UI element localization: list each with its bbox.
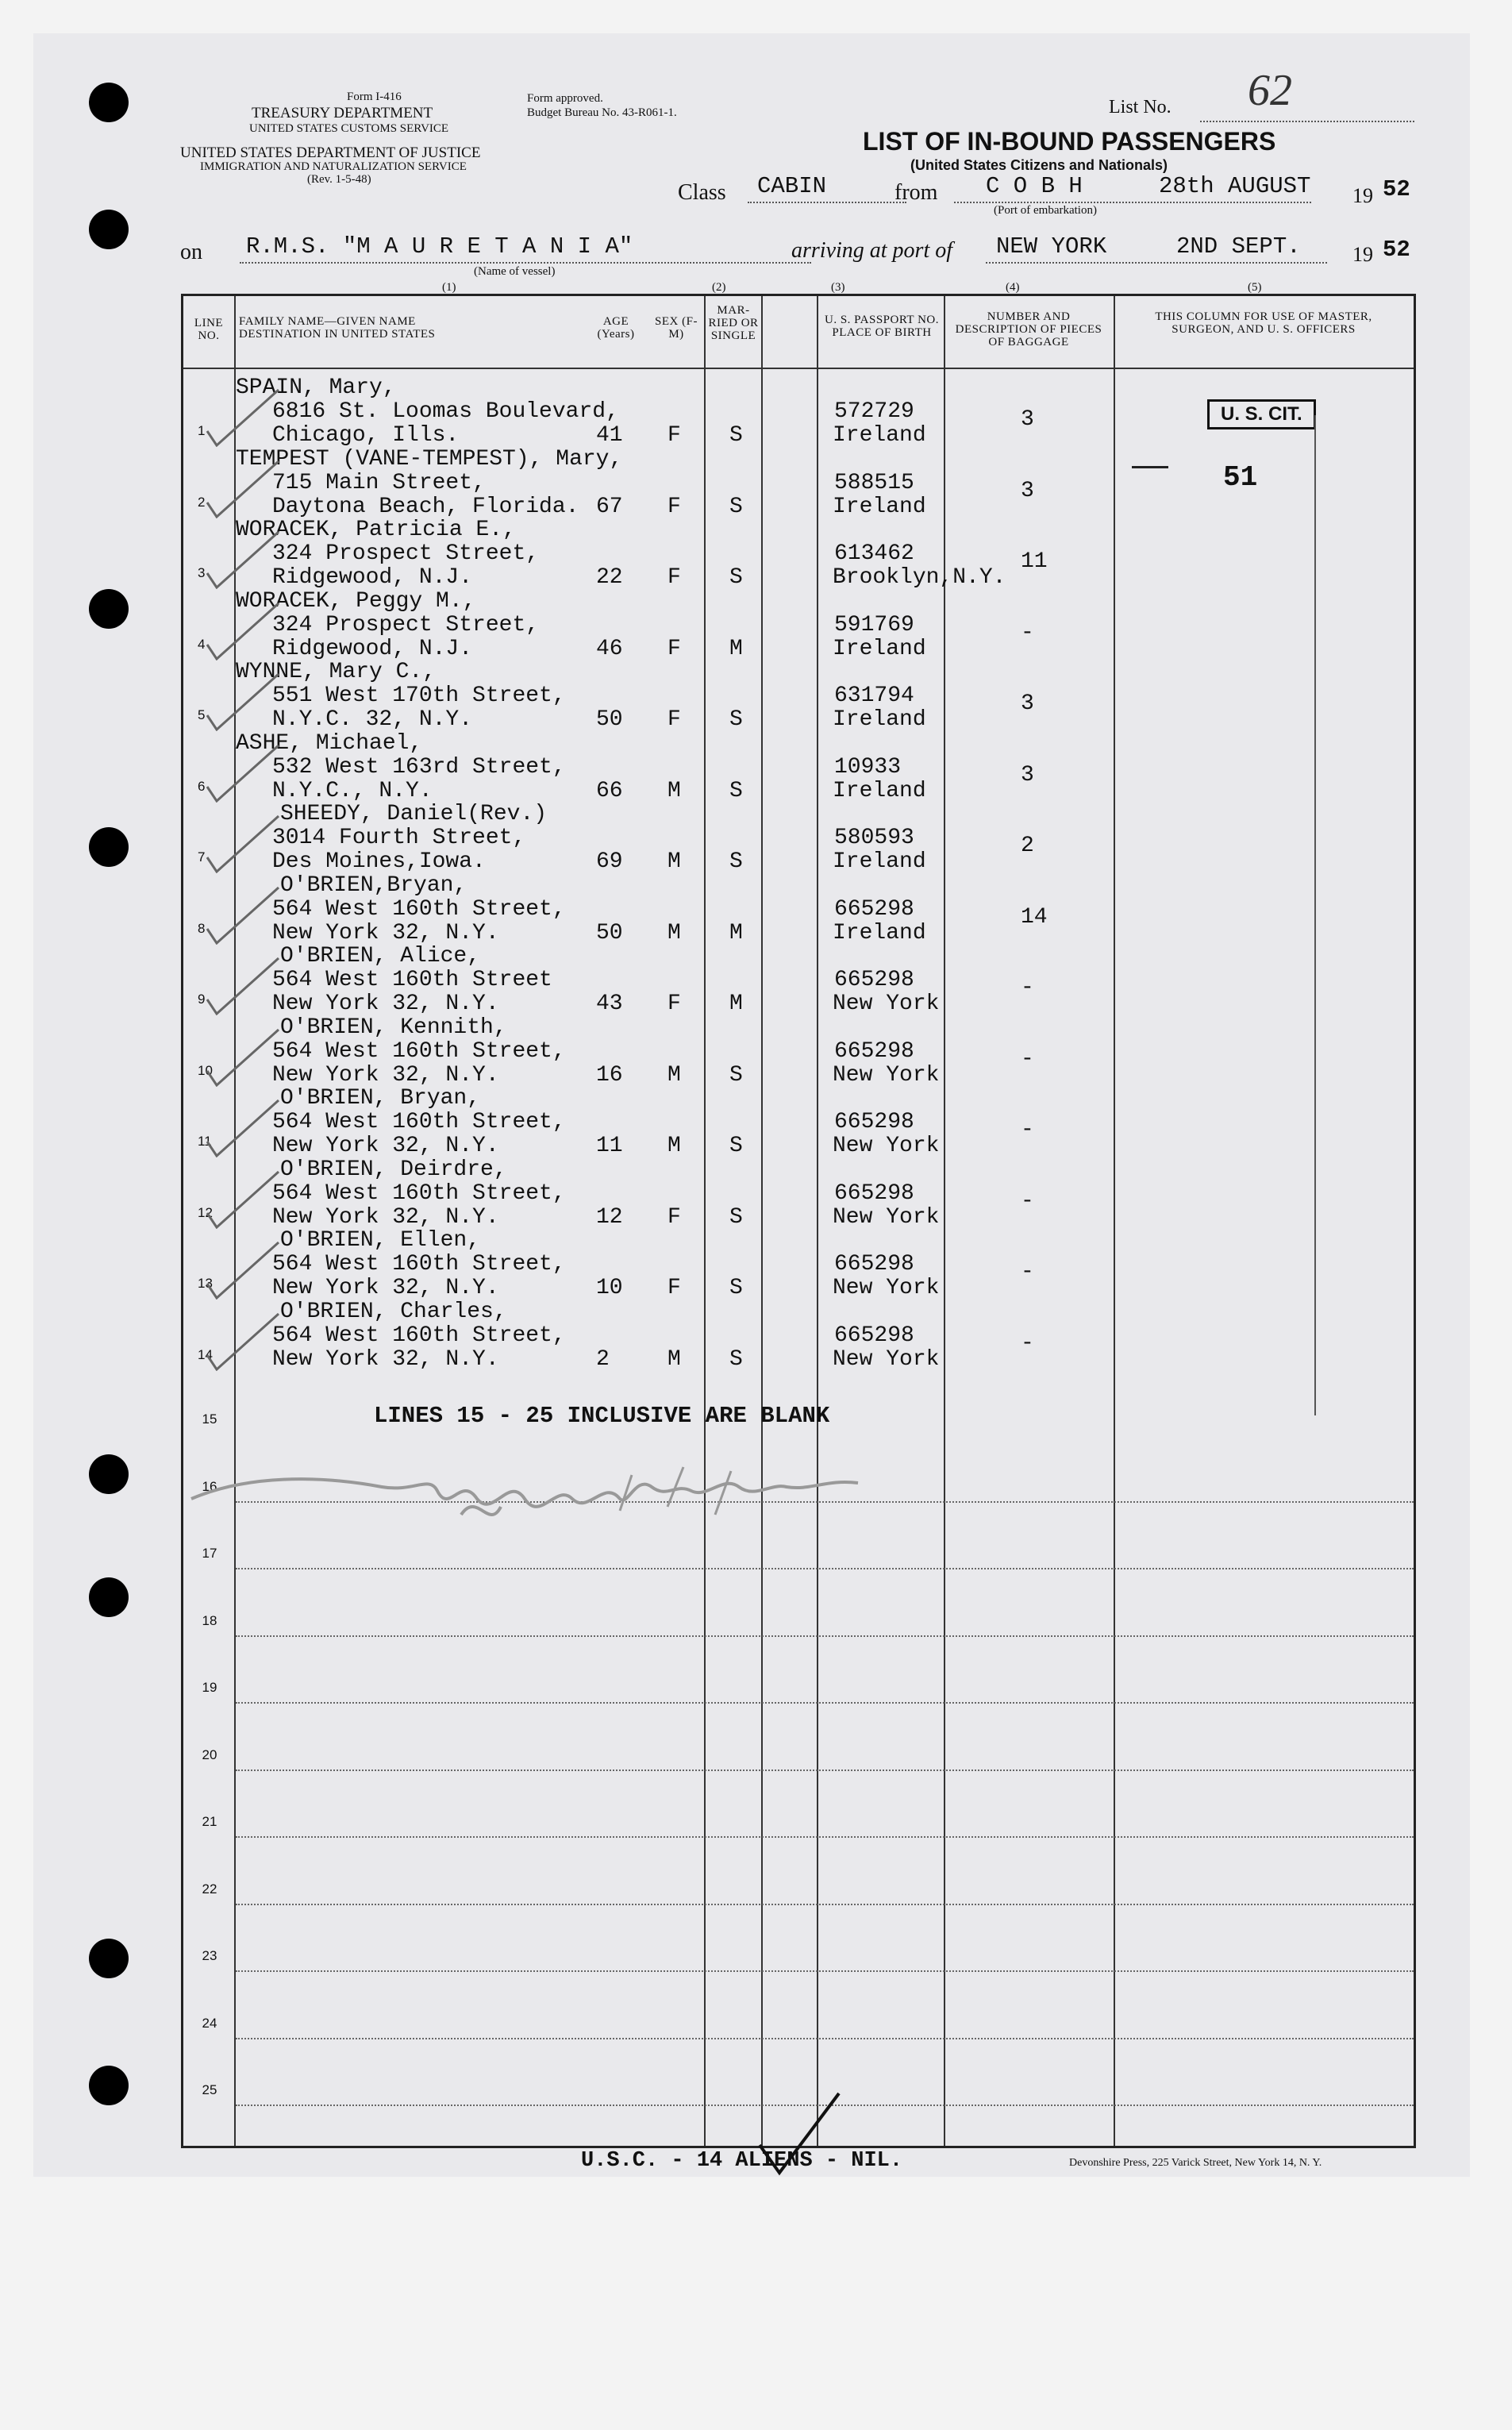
punch-hole (89, 83, 129, 122)
year-2: 52 (1383, 237, 1410, 263)
passenger-address: 532 West 163rd Street, (272, 754, 566, 780)
passenger-table (181, 294, 1416, 2148)
tally-check-mark (199, 1094, 287, 1157)
col-baggage: NUMBER AND DESCRIPTION OF PIECES OF BAGGAGE (955, 310, 1102, 349)
baggage-count: 14 (1021, 904, 1048, 930)
passenger-address: 564 West 160th Street, (272, 1110, 566, 1134)
passport-number: 665298 (834, 896, 914, 922)
blank-line-rule (236, 1970, 1414, 1972)
blank-line-number: 18 (202, 1612, 217, 1628)
marital-status: S (729, 494, 743, 519)
class-label: Class (678, 180, 726, 205)
officer-mark: 51 (1223, 461, 1258, 494)
baggage-count: - (1021, 1260, 1034, 1284)
passport-number: 572729 (834, 399, 914, 424)
col-num-2: (2) (712, 281, 726, 294)
tally-check-mark (199, 455, 287, 518)
passport-number: 591769 (834, 612, 914, 637)
passenger-row (183, 873, 1414, 945)
passenger-name: TEMPEST (VANE-TEMPEST), Mary, (236, 446, 623, 472)
passenger-name: WYNNE, Mary C., (236, 660, 437, 684)
arrival-date: 2ND SEPT. (1176, 233, 1301, 260)
year-prefix-2: 19 (1352, 243, 1373, 266)
passenger-name: ASHE, Michael, (236, 730, 423, 756)
year-1: 52 (1383, 176, 1410, 202)
passenger-name: O'BRIEN, Bryan, (280, 1086, 481, 1111)
marital-status: S (729, 1062, 743, 1088)
line-number: 9 (198, 992, 206, 1007)
passenger-age: 46 (596, 636, 623, 661)
passenger-row (183, 1086, 1414, 1157)
passenger-age: 50 (596, 920, 623, 945)
col-sex: SEX (F-M) (655, 315, 698, 341)
punch-hole (89, 2066, 129, 2105)
passenger-city: New York 32, N.Y. (272, 920, 499, 945)
passenger-row (183, 731, 1414, 803)
line-number: 14 (198, 1346, 213, 1362)
inspector-signature (175, 1443, 906, 1538)
passenger-row (183, 1015, 1414, 1087)
passenger-city: New York 32, N.Y. (272, 1134, 499, 1158)
line-number: 6 (198, 778, 206, 794)
col-line-no: LINE NO. (194, 317, 224, 342)
passenger-sex: F (668, 494, 681, 519)
passenger-sex: M (668, 1062, 681, 1088)
passenger-sex: F (668, 1276, 681, 1300)
col-name: FAMILY NAME—GIVEN NAME DESTINATION IN UNITED STATES (239, 315, 436, 341)
line-number: 7 (198, 849, 206, 865)
baggage-count: - (1021, 1046, 1034, 1072)
passenger-address: 564 West 160th Street, (272, 1180, 566, 1206)
punch-hole (89, 1454, 129, 1494)
tally-check-mark (199, 526, 287, 589)
form-number: Form I-416 (347, 90, 402, 103)
blank-line-number: 21 (202, 1814, 217, 1829)
passenger-sex: F (668, 707, 681, 732)
place-of-birth: Ireland (833, 494, 926, 519)
passenger-sex: F (668, 1204, 681, 1230)
passenger-age: 12 (596, 1204, 623, 1230)
blank-line-rule (236, 1702, 1414, 1704)
tally-check-mark (199, 952, 287, 1015)
passenger-age: 43 (596, 992, 623, 1016)
passenger-address: 564 West 160th Street, (272, 1323, 566, 1348)
baggage-count: 2 (1021, 834, 1034, 858)
line-number: 10 (198, 1062, 213, 1078)
passenger-sex: F (668, 992, 681, 1016)
passport-number: 665298 (834, 1180, 914, 1206)
passenger-row (183, 1157, 1414, 1229)
place-of-birth: New York (833, 992, 940, 1016)
blank-line-rule (236, 1568, 1414, 1569)
passenger-city: N.Y.C. 32, N.Y. (272, 707, 473, 732)
passenger-row (183, 1228, 1414, 1300)
blank-line-number: 22 (202, 1881, 217, 1897)
baggage-count: - (1021, 620, 1034, 645)
line-number: 13 (198, 1276, 213, 1291)
col-num-4: (4) (1006, 281, 1020, 294)
passport-number: 665298 (834, 968, 914, 992)
vessel-line (240, 262, 811, 264)
passport-number: 588515 (834, 470, 914, 495)
blank-line-rule (236, 2038, 1414, 2039)
arrival-line (986, 262, 1327, 264)
passenger-name: O'BRIEN, Charles, (280, 1299, 507, 1324)
tally-check-mark (199, 1165, 287, 1229)
officer-dash (1132, 466, 1168, 468)
passenger-age: 11 (596, 1134, 623, 1158)
blank-line-number: 20 (202, 1746, 217, 1762)
baggage-count: 3 (1021, 407, 1034, 432)
tally-check-mark (199, 881, 287, 945)
tally-check-mark (199, 1236, 287, 1300)
place-of-birth: New York (833, 1276, 940, 1300)
passenger-address: 564 West 160th Street, (272, 1252, 566, 1277)
passenger-name: WORACEK, Peggy M., (236, 588, 476, 614)
passenger-sex: M (668, 1134, 681, 1158)
arrival-port: NEW YORK (996, 233, 1107, 260)
passport-number: 613462 (834, 541, 914, 566)
passenger-city: New York 32, N.Y. (272, 1276, 499, 1300)
passenger-name: WORACEK, Patricia E., (236, 518, 516, 542)
blank-line-number: 19 (202, 1680, 217, 1695)
baggage-count: 3 (1021, 691, 1034, 716)
class-line (748, 202, 906, 203)
passenger-city: Chicago, Ills. (272, 423, 460, 448)
col-num-5: (5) (1248, 281, 1262, 294)
baggage-count: - (1021, 976, 1034, 1000)
passenger-sex: F (668, 636, 681, 661)
blank-line-rule (236, 1904, 1414, 1905)
baggage-count: 3 (1021, 478, 1034, 503)
line-number: 3 (198, 565, 206, 580)
place-of-birth: Ireland (833, 636, 926, 661)
tally-check-mark (199, 1023, 287, 1087)
tally-check-mark (199, 597, 287, 660)
passenger-age: 16 (596, 1062, 623, 1088)
passenger-age: 10 (596, 1276, 623, 1300)
marital-status: S (729, 1204, 743, 1230)
passenger-city: New York 32, N.Y. (272, 1062, 499, 1088)
passport-number: 665298 (834, 1110, 914, 1134)
line-number: 4 (198, 636, 206, 652)
passenger-address: 6816 St. Loomas Boulevard, (272, 399, 619, 424)
passenger-city: Ridgewood, N.J. (272, 565, 473, 590)
passenger-row (183, 589, 1414, 660)
punch-hole (89, 1939, 129, 1978)
passenger-name: SHEEDY, Daniel(Rev.) (280, 802, 548, 826)
passenger-address: 324 Prospect Street, (272, 541, 540, 566)
form-subtitle: (United States Citizens and Nationals) (910, 157, 1168, 173)
passenger-address: 324 Prospect Street, (272, 612, 540, 637)
passenger-address: 564 West 160th Street, (272, 896, 566, 922)
passenger-name: O'BRIEN,Bryan, (280, 872, 467, 898)
blank-line-rule (236, 1770, 1414, 1771)
baggage-count: - (1021, 1331, 1034, 1356)
passenger-address: 551 West 170th Street, (272, 684, 566, 708)
list-no-line (1200, 121, 1414, 122)
place-of-birth: New York (833, 1346, 940, 1372)
passenger-city: Daytona Beach, Florida. (272, 494, 579, 519)
blank-line-number: 17 (202, 1546, 217, 1561)
punch-hole (89, 827, 129, 867)
passenger-city: New York 32, N.Y. (272, 992, 499, 1016)
baggage-count: - (1021, 1118, 1034, 1142)
passenger-sex: M (668, 849, 681, 874)
passenger-sex: M (668, 778, 681, 803)
passport-number: 580593 (834, 826, 914, 850)
tally-check-mark (199, 383, 287, 447)
marital-status: S (729, 778, 743, 803)
passenger-age: 22 (596, 565, 623, 590)
passenger-city: Des Moines,Iowa. (272, 849, 486, 874)
place-of-birth: Ireland (833, 778, 926, 803)
check-mark (752, 2089, 847, 2177)
marital-status: S (729, 1276, 743, 1300)
marital-status: S (729, 849, 743, 874)
passenger-sex: F (668, 565, 681, 590)
passenger-age: 41 (596, 423, 623, 448)
passenger-city: New York 32, N.Y. (272, 1204, 499, 1230)
marital-status: M (729, 992, 743, 1016)
passenger-age: 66 (596, 778, 623, 803)
marital-status: S (729, 423, 743, 448)
passport-number: 10933 (834, 754, 902, 780)
justice-dept: UNITED STATES DEPARTMENT OF JUSTICE (180, 144, 481, 161)
line-number: 8 (198, 920, 206, 936)
passenger-age: 50 (596, 707, 623, 732)
tally-check-mark (199, 810, 287, 873)
passenger-sex: M (668, 1346, 681, 1372)
baggage-count: 11 (1021, 549, 1048, 574)
arriving-label: arriving at port of (791, 238, 953, 263)
place-of-birth: New York (833, 1204, 940, 1230)
list-no-value: 62 (1248, 66, 1292, 115)
place-of-birth: Ireland (833, 920, 926, 945)
blank-line-number: 16 (202, 1478, 217, 1494)
passenger-age: 2 (596, 1346, 610, 1372)
place-of-birth: New York (833, 1062, 940, 1088)
vessel-name: R.M.S. "M A U R E T A N I A" (246, 233, 633, 260)
blank-line-number: 23 (202, 1948, 217, 1963)
passenger-row (183, 1300, 1414, 1371)
line-number: 1 (198, 423, 206, 438)
passport-number: 665298 (834, 1323, 914, 1348)
passenger-row (183, 660, 1414, 731)
passenger-row (183, 802, 1414, 873)
embark-date: 28th AUGUST (1159, 173, 1311, 199)
passenger-age: 67 (596, 494, 623, 519)
class-value: CABIN (757, 173, 827, 199)
marital-status: M (729, 920, 743, 945)
col-num-1: (1) (442, 281, 456, 294)
col-age: AGE (Years) (597, 315, 635, 341)
marital-status: M (729, 636, 743, 661)
passenger-row (183, 944, 1414, 1015)
us-citizen-stamp: U. S. CIT. (1207, 399, 1316, 429)
col-married: MAR-RIED OR SINGLE (708, 304, 759, 342)
passenger-city: New York 32, N.Y. (272, 1346, 499, 1372)
passport-number: 631794 (834, 684, 914, 708)
passenger-address: 564 West 160th Street, (272, 1038, 566, 1064)
passenger-sex: M (668, 920, 681, 945)
line-number: 5 (198, 707, 206, 722)
blank-note: LINES 15 - 25 INCLUSIVE ARE BLANK (374, 1403, 830, 1429)
blank-line-rule (236, 1635, 1414, 1637)
passenger-name: O'BRIEN, Kennith, (280, 1015, 507, 1040)
on-label: on (180, 240, 202, 264)
passenger-city: Ridgewood, N.J. (272, 636, 473, 661)
passenger-address: 3014 Fourth Street, (272, 826, 526, 850)
passenger-name: O'BRIEN, Ellen, (280, 1228, 481, 1253)
customs-service: UNITED STATES CUSTOMS SERVICE (249, 122, 449, 135)
printer-note: Devonshire Press, 225 Varick Street, New York 14, N. Y. (1069, 2157, 1322, 2169)
embark-port: C O B H (986, 173, 1083, 199)
year-prefix-1: 19 (1352, 184, 1373, 207)
punch-hole (89, 210, 129, 249)
budget-bureau: Budget Bureau No. 43-R061-1. (527, 106, 677, 119)
passenger-sex: F (668, 423, 681, 448)
tally-check-mark (199, 739, 287, 803)
footer-summary: U.S.C. - 14 ALIENS - NIL. (581, 2149, 903, 2173)
passport-number: 665298 (834, 1038, 914, 1064)
passenger-age: 69 (596, 849, 623, 874)
col-passport: U. S. PASSPORT NO. PLACE OF BIRTH (825, 314, 939, 339)
form-approved: Form approved. (527, 92, 603, 105)
embark-note: (Port of embarkation) (994, 204, 1097, 217)
vessel-note: (Name of vessel) (474, 265, 556, 278)
passenger-name: SPAIN, Mary, (236, 375, 396, 400)
punch-hole (89, 1577, 129, 1617)
passenger-row (183, 518, 1414, 589)
passenger-address: 564 West 160th Street (272, 968, 552, 992)
from-label: from (895, 180, 938, 205)
marital-status: S (729, 707, 743, 732)
line-number: 12 (198, 1204, 213, 1220)
pencil-line (1314, 415, 1316, 1415)
blank-line-number: 24 (202, 2015, 217, 2031)
col-num-3: (3) (831, 281, 845, 294)
blank-line-number: 25 (202, 2082, 217, 2097)
baggage-count: - (1021, 1188, 1034, 1214)
from-line (954, 202, 1311, 203)
blank-line-rule (236, 1836, 1414, 1838)
blank-line-number: 15 (202, 1411, 217, 1427)
passenger-address: 715 Main Street, (272, 470, 486, 495)
immigration-service: IMMIGRATION AND NATURALIZATION SERVICE (200, 160, 467, 173)
marital-status: S (729, 565, 743, 590)
manifest-page (33, 33, 1470, 2177)
col-officers: THIS COLUMN FOR USE OF MASTER, SURGEON, AND U. S. OFFICERS (1155, 310, 1372, 336)
punch-hole (89, 589, 129, 629)
line-number: 2 (198, 494, 206, 510)
place-of-birth: New York (833, 1134, 940, 1158)
list-no-label: List No. (1109, 97, 1172, 117)
place-of-birth: Brooklyn,N.Y. (833, 565, 1006, 590)
header-rule (183, 368, 1414, 369)
tally-check-mark (199, 1307, 287, 1371)
passenger-name: O'BRIEN, Deirdre, (280, 1157, 507, 1182)
line-number: 11 (198, 1134, 212, 1149)
place-of-birth: Ireland (833, 849, 926, 874)
passport-number: 665298 (834, 1252, 914, 1277)
passenger-city: N.Y.C., N.Y. (272, 778, 433, 803)
marital-status: S (729, 1134, 743, 1158)
form-title: LIST OF IN-BOUND PASSENGERS (863, 127, 1276, 156)
passenger-name: O'BRIEN, Alice, (280, 944, 481, 969)
tally-check-mark (199, 668, 287, 731)
treasury-dept: TREASURY DEPARTMENT (252, 105, 433, 121)
revision: (Rev. 1-5-48) (307, 173, 371, 186)
baggage-count: 3 (1021, 762, 1034, 788)
place-of-birth: Ireland (833, 707, 926, 732)
marital-status: S (729, 1346, 743, 1372)
place-of-birth: Ireland (833, 423, 926, 448)
